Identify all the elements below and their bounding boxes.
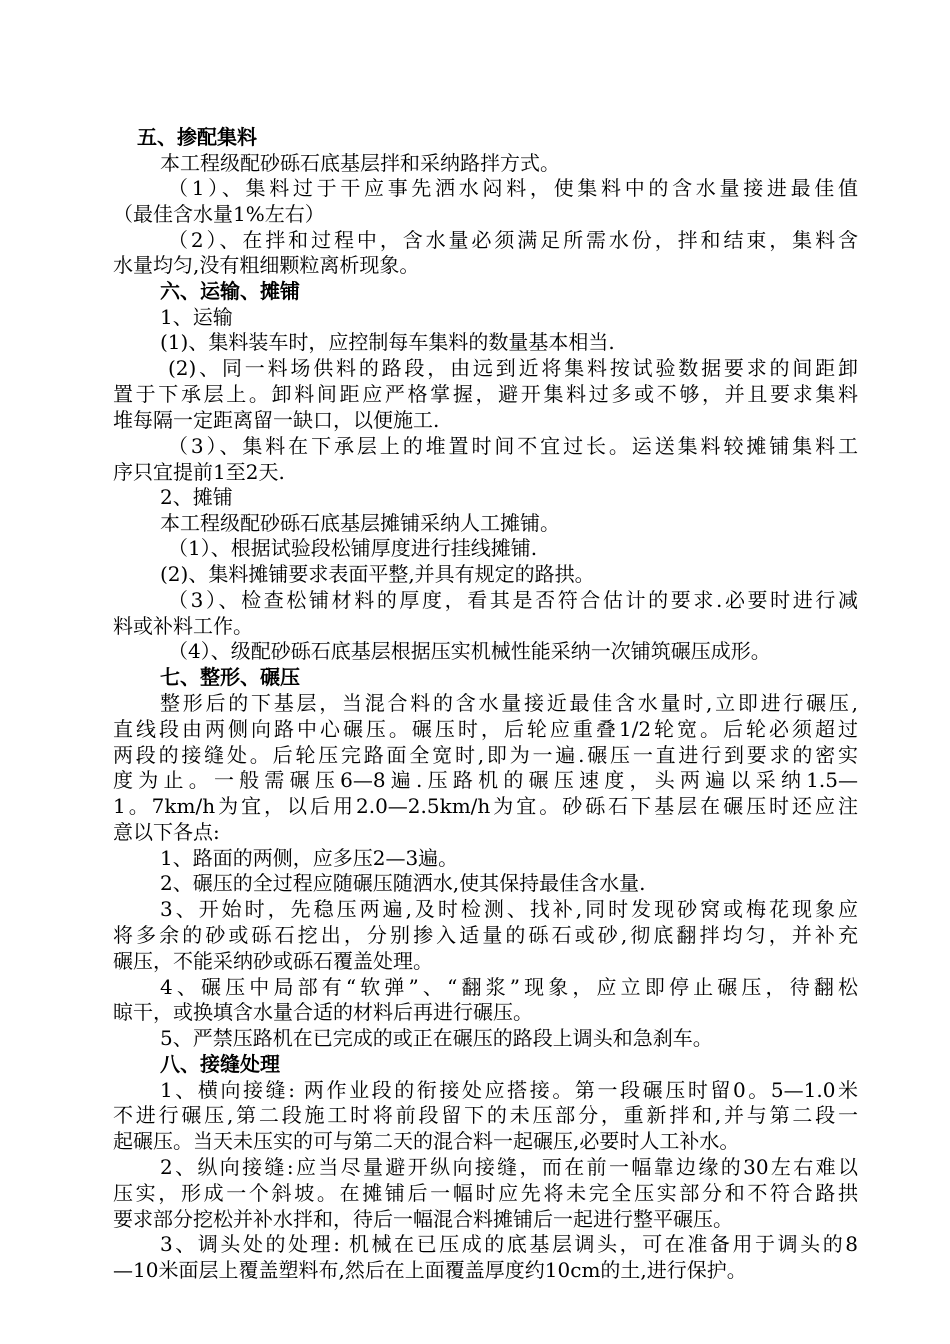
text-line: 3、开始时，先稳压两遍,及时检测、找补,同时发现砂窝或梅花现象应 [160, 897, 858, 921]
section-heading: 八、接缝处理 [160, 1052, 280, 1076]
text-line: 2、纵向接缝:应当尽量避开纵向接缝，而在前一幅靠边缘的30左右难以 [160, 1155, 858, 1179]
text-line: （3）、集料在下承层上的堆置时间不宜过长。运送集料较摊铺集料工 [168, 434, 858, 458]
section-heading: 五、掺配集料 [137, 125, 257, 149]
text-line: 水量均匀,没有粗细颗粒离析现象。 [113, 253, 420, 277]
text-line: 1、路面的两侧，应多压2—3遍。 [160, 846, 459, 870]
text-line: 将多余的砂或砾石挖出，分别掺入适量的砾石或砂,彻底翻拌均匀，并补充 [113, 923, 858, 947]
text-line: 度为止。一般需碾压6—8遍.压路机的碾压速度，头两遍以采纳1.5— [113, 768, 858, 792]
text-line: (2)、集料摊铺要求表面平整,并具有规定的路拱。 [160, 562, 595, 586]
text-line: （3）、检查松铺材料的厚度，看其是否符合估计的要求.必要时进行减 [168, 588, 858, 612]
text-line: 本工程级配砂砾石底基层拌和采纳路拌方式。 [160, 151, 560, 175]
text-line: 直线段由两侧向路中心碾压。碾压时，后轮应重叠1/2轮宽。后轮必须超过 [113, 717, 858, 741]
text-line: 碾压，不能采纳砂或砾石覆盖处理。 [113, 949, 433, 973]
text-line: 整形后的下基层，当混合料的含水量接近最佳含水量时,立即进行碾压, [160, 691, 858, 715]
text-line: （最佳含水量1%左右） [113, 202, 325, 226]
section-heading: 七、整形、碾压 [160, 665, 300, 689]
text-line: （4）、级配砂砾石底基层根据压实机械性能采纳一次铺筑碾压成形。 [168, 639, 771, 663]
text-line: （1）、根据试验段松铺厚度进行挂线摊铺. [168, 536, 538, 560]
text-line: (2)、同一料场供料的路段，由远到近将集料按试验数据要求的间距卸 [168, 356, 858, 380]
text-line: 序只宜提前1至2天. [113, 460, 285, 484]
text-line: (1)、集料装车时，应控制每车集料的数量基本相当. [160, 330, 615, 354]
text-line: 要求部分挖松并补水拌和，待后一幅混合料摊铺后一起进行整平碾压。 [113, 1207, 733, 1231]
text-line: 本工程级配砂砾石底基层摊铺采纳人工摊铺。 [160, 511, 560, 535]
text-line: 意以下各点: [113, 820, 220, 844]
section-heading: 六、运输、摊铺 [160, 279, 300, 303]
text-line: 堆每隔一定距离留一缺口，以便施工. [113, 408, 440, 432]
text-line: 1。7km/h为宜，以后用2.0—2.5km/h为宜。砂砾石下基层在碾压时还应注 [113, 794, 858, 818]
text-line: 起碾压。当天未压实的可与第二天的混合料一起碾压,必要时人工补水。 [113, 1129, 740, 1153]
text-line: 4、碾压中局部有“软弹”、“翻浆”现象，应立即停止碾压，待翻松 [160, 975, 858, 999]
text-line: 晾干，或换填含水量合适的材料后再进行碾压。 [113, 1000, 533, 1024]
text-line: （1）、集料过于干应事先洒水闷料，使集料中的含水量接进最佳值 [168, 176, 858, 200]
text-line: 2、碾压的全过程应随碾压随洒水,使其保持最佳含水量. [160, 871, 646, 895]
text-line: —10米面层上覆盖塑料布,然后在上面覆盖厚度约10cm的土,进行保护。 [113, 1258, 747, 1282]
text-line: 1、横向接缝: 两作业段的衔接处应搭接。第一段碾压时留0。5—1.0米 [160, 1078, 858, 1102]
text-line: 3、调头处的处理: 机械在已压成的底基层调头，可在准备用于调头的8 [160, 1232, 858, 1256]
text-line: 不进行碾压,第二段施工时将前段留下的未压部分，重新拌和,并与第二段一 [113, 1103, 858, 1127]
text-line: 2、摊铺 [160, 485, 233, 509]
text-line: （2）、在拌和过程中，含水量必须满足所需水份，拌和结束，集料含 [168, 228, 858, 252]
text-line: 置于下承层上。卸料间距应严格掌握，避开集料过多或不够，并且要求集料 [113, 382, 858, 406]
text-line: 压实，形成一个斜坡。在摊铺后一幅时应先将未完全压实部分和不符合路拱 [113, 1181, 858, 1205]
text-line: 1、运输 [160, 305, 233, 329]
text-line: 料或补料工作。 [113, 614, 253, 638]
text-line: 两段的接缝处。后轮压完路面全宽时,即为一遍.碾压一直进行到要求的密实 [113, 743, 858, 767]
text-line: 5、严禁压路机在已完成的或正在碾压的路段上调头和急刹车。 [160, 1026, 713, 1050]
